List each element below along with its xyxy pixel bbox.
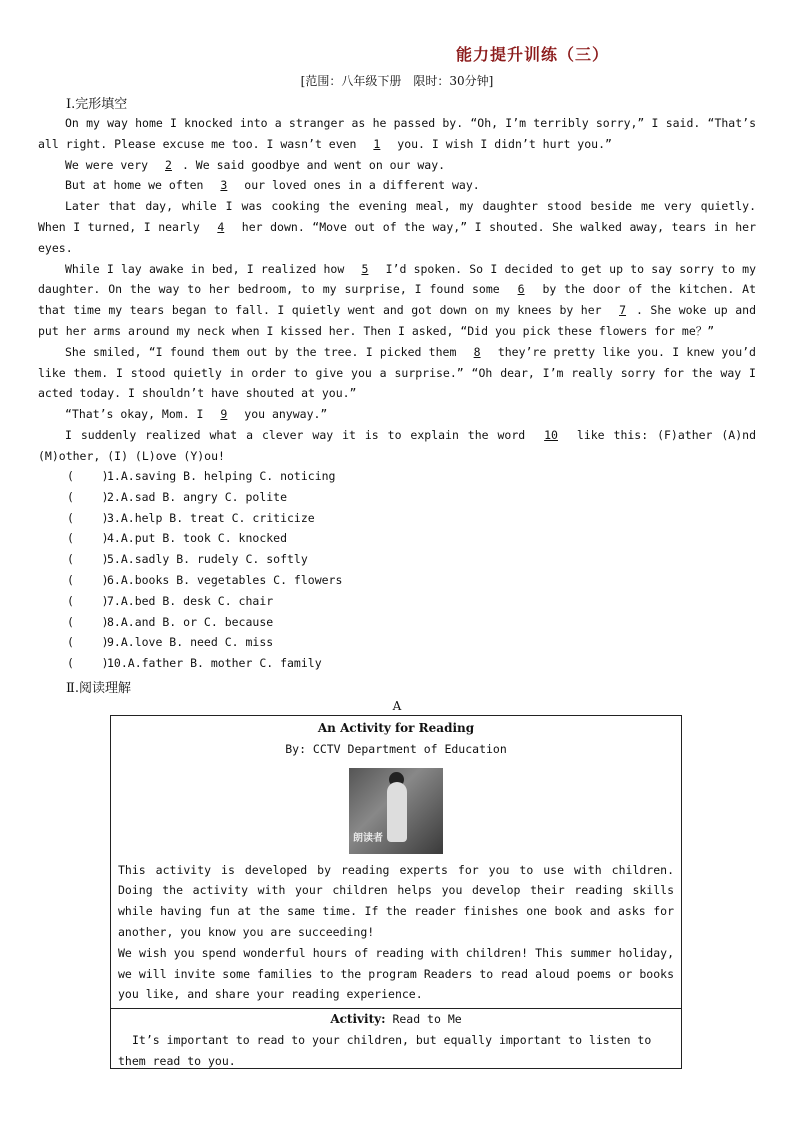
answer-paren[interactable]: ( ) bbox=[67, 510, 109, 525]
option-text: 9.A.love B. need C. miss bbox=[107, 635, 274, 650]
box-paragraph: We wish you spend wonderful hours of reading with children! This summer holiday, we will invite some families to the program Readers to read aloud poems or books you like, and share your reading experience. bbox=[118, 945, 674, 1002]
option-text: 3.A.help B. treat C. criticize bbox=[107, 510, 315, 525]
passage-text: like this: (F)ather (A)nd (M)other, (I) (L)ove (Y)ou! bbox=[38, 427, 757, 463]
passage-text: She smiled, “I found them out by the tree. I picked them bbox=[65, 344, 464, 359]
box-title: An Activity for Reading bbox=[317, 721, 475, 735]
option-row bbox=[67, 549, 342, 570]
cloze-passage bbox=[38, 113, 756, 467]
passage-paragraph bbox=[38, 425, 756, 467]
passage-text: her down. “Move out of the way,” I shouted. She walked away, tears in her eyes. bbox=[38, 219, 756, 255]
answer-paren[interactable]: ( ) bbox=[67, 614, 109, 629]
option-row bbox=[67, 466, 342, 487]
passage-text: . She woke up and put her arms around my neck when I kissed her. Then I asked, “Did you pick these flowers for me？” bbox=[38, 303, 756, 338]
passage-paragraph bbox=[38, 155, 756, 176]
answer-paren[interactable]: ( ) bbox=[67, 572, 109, 587]
option-row bbox=[67, 632, 342, 653]
passage-paragraph bbox=[38, 196, 756, 258]
passage-paragraph bbox=[38, 342, 756, 404]
passage-text: you. I wish I didn’t hurt you.” bbox=[390, 136, 612, 151]
passage-text: While I lay awake in bed, I realized how bbox=[65, 261, 352, 276]
reading-box bbox=[110, 715, 682, 1069]
passage-text: We were very bbox=[65, 157, 156, 172]
box-paragraph: This activity is developed by reading experts for you to use with children. Doing the activity with your children helps you develop their reading skills while having fun at the same time. If the reader finishes one book and asks for another, you know you are succeeding! bbox=[118, 862, 674, 939]
answer-paren[interactable]: ( ) bbox=[67, 531, 109, 546]
passage-paragraph bbox=[38, 113, 756, 155]
option-row bbox=[67, 653, 342, 674]
passage-text: “That’s okay, Mom. I bbox=[65, 407, 211, 422]
activity-text: It’s important to read to your children, but equally important to listen to them read to you. bbox=[118, 1032, 652, 1068]
activity-name: Read to Me bbox=[385, 1012, 462, 1027]
page-title: 能力提升训练（三） bbox=[456, 45, 610, 64]
blank-number: 9 bbox=[220, 407, 228, 422]
option-row bbox=[67, 570, 342, 591]
answer-paren[interactable]: ( ) bbox=[67, 635, 109, 650]
passage-paragraph bbox=[38, 404, 756, 425]
option-text: 4.A.put B. took C. knocked bbox=[107, 531, 288, 546]
option-row bbox=[67, 591, 342, 612]
answer-paren[interactable]: ( ) bbox=[67, 656, 109, 671]
answer-paren[interactable]: ( ) bbox=[67, 593, 109, 608]
passage-label: A bbox=[392, 699, 402, 713]
blank-number: 4 bbox=[217, 219, 225, 234]
blank-number: 1 bbox=[373, 136, 381, 151]
passage-text: But at home we often bbox=[65, 178, 211, 193]
option-text: 2.A.sad B. angry C. polite bbox=[107, 489, 288, 504]
blank-number: 6 bbox=[517, 282, 525, 297]
reader-photo bbox=[349, 768, 443, 854]
section-cloze-heading: Ⅰ.完形填空 bbox=[66, 97, 128, 112]
option-text: 1.A.saving B. helping C. noticing bbox=[107, 469, 336, 483]
option-text: 6.A.books B. vegetables C. flowers bbox=[107, 572, 343, 587]
passage-text: you anyway.” bbox=[237, 407, 328, 422]
option-text: 7.A.bed B. desk C. chair bbox=[107, 593, 274, 608]
blank-number: 3 bbox=[220, 178, 228, 193]
option-row bbox=[67, 508, 342, 529]
passage-text: Later that day, while I was cooking the evening meal, my daughter stood beside me very quietly. When I turned, I nearly bbox=[38, 199, 756, 234]
activity-heading bbox=[111, 1009, 681, 1030]
option-row bbox=[67, 528, 342, 549]
box-body bbox=[111, 860, 681, 1006]
blank-number: 5 bbox=[361, 261, 369, 276]
photo-caption: 朗读者 bbox=[353, 832, 383, 844]
answer-paren[interactable]: ( ) bbox=[67, 552, 109, 567]
scope-line: [范围：八年级下册 限时：30分钟] bbox=[300, 74, 494, 88]
option-text: 10.A.father B. mother C. family bbox=[107, 656, 322, 671]
passage-text: I suddenly realized what a clever way it is to explain the word bbox=[65, 427, 535, 442]
option-row bbox=[67, 612, 342, 633]
passage-paragraph bbox=[38, 259, 756, 342]
passage-paragraph bbox=[38, 175, 756, 196]
option-text: 5.A.sadly B. rudely C. softly bbox=[107, 552, 308, 567]
option-text: 8.A.and B. or C. because bbox=[107, 614, 274, 629]
answer-paren[interactable]: ( ) bbox=[67, 469, 109, 483]
passage-text: they’re pretty like you. I knew you’d like them. I stood quietly in order to give you a surprise.” “Oh dear, I’m really sorry for the way I acted today. I shouldn’t have shouted at you.” bbox=[38, 344, 756, 401]
activity-label: Activity: bbox=[330, 1012, 386, 1027]
passage-text: our loved ones in a different way. bbox=[237, 178, 480, 193]
box-byline: By: CCTV Department of Education bbox=[285, 741, 507, 756]
blank-number: 8 bbox=[473, 344, 481, 359]
blank-number: 2 bbox=[165, 157, 172, 172]
passage-text: On my way home I knocked into a stranger as he passed by. “Oh, I’m terribly sorry,” I said. “That’s all right. Please excuse me too. I wasn’t even bbox=[38, 116, 756, 151]
passage-text: by the door of the kitchen. At that time my tears began to fall. I quietly went and got down on my knees by her bbox=[38, 282, 756, 318]
photo-person bbox=[387, 782, 407, 842]
passage-text: . We said goodbye and went on our way. bbox=[181, 157, 446, 172]
answer-paren[interactable]: ( ) bbox=[67, 489, 109, 504]
section-reading-heading: Ⅱ.阅读理解 bbox=[66, 681, 131, 696]
passage-text: I’d spoken. So I decided to get up to say sorry to my daughter. On the way to her bedroom, to my surprise, I found some bbox=[38, 261, 756, 297]
blank-number: 7 bbox=[619, 303, 627, 318]
option-row bbox=[67, 487, 342, 508]
blank-number: 10 bbox=[544, 427, 558, 442]
cloze-options bbox=[67, 466, 342, 674]
